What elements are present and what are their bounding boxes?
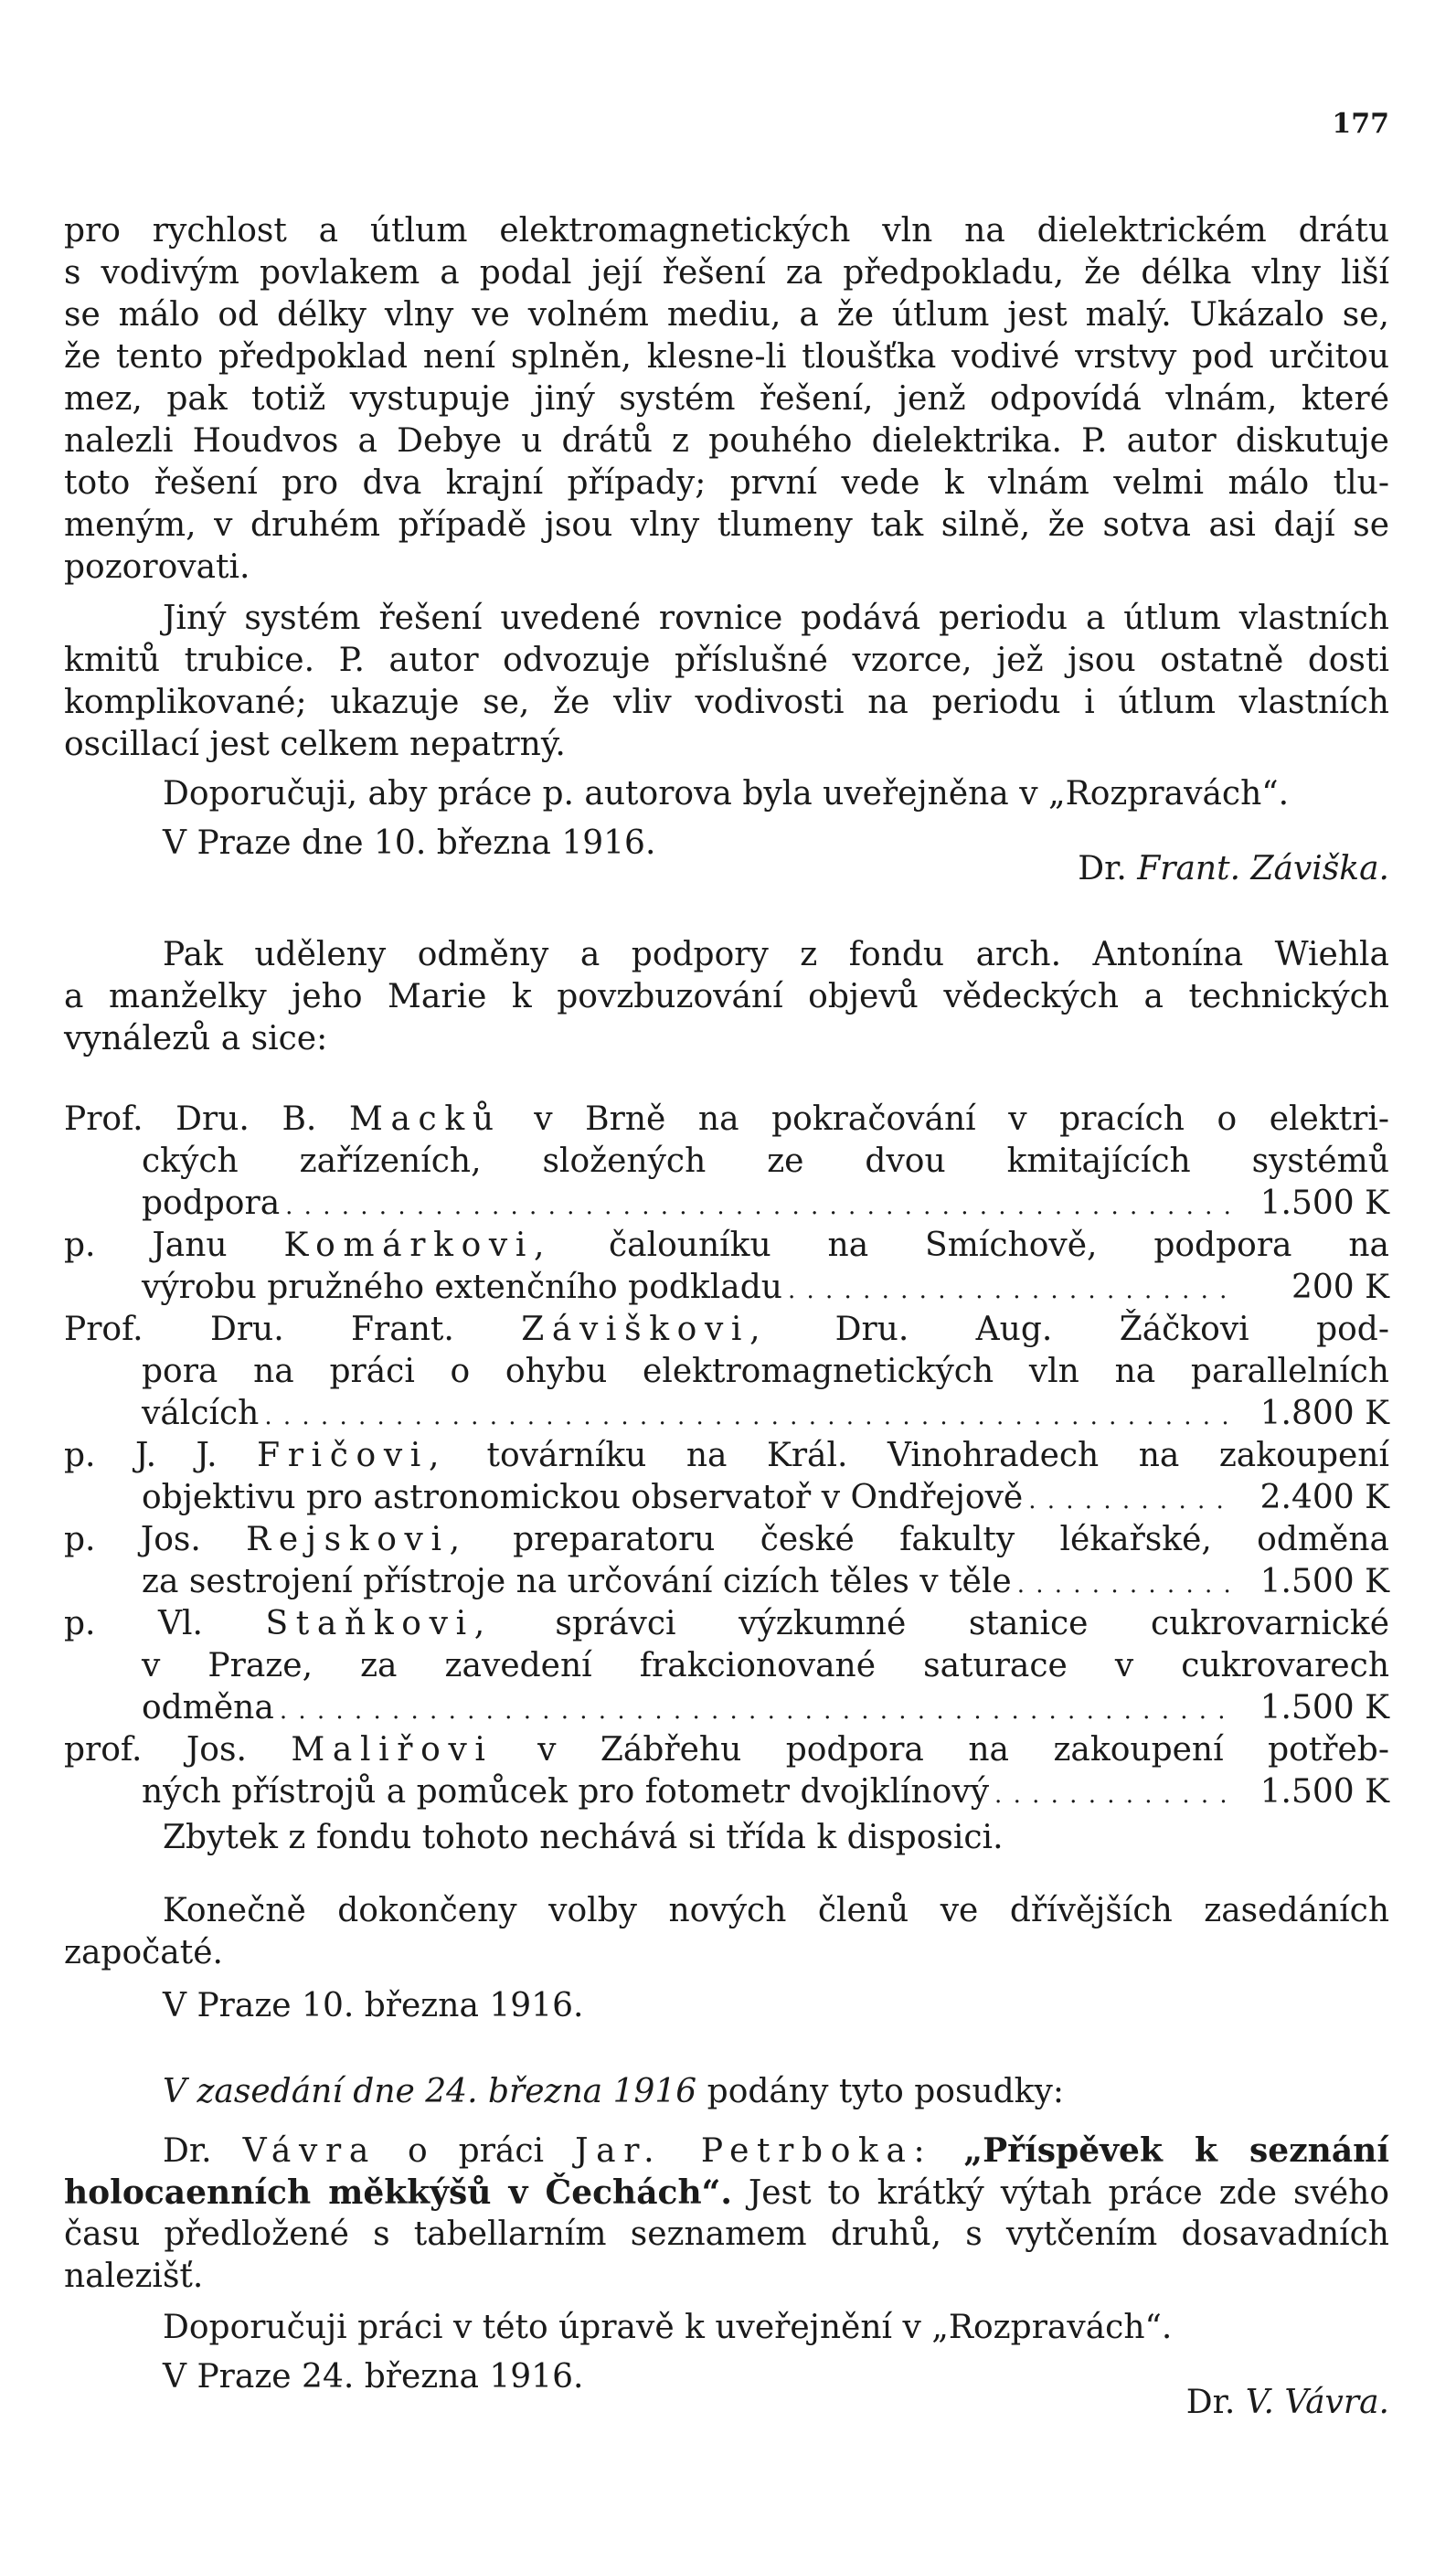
- award-amount: 1.500 K: [1259, 1689, 1389, 1727]
- award-entry-amount-line: podpora . . . 1.500 K: [142, 1183, 1389, 1225]
- leader-dots: [264, 1393, 1230, 1435]
- signature-name: V. Vávra.: [1245, 2384, 1389, 2421]
- review-line: mez, pak totiž vystupuje jiný systém řešení, jenž odpovídá vlnám, které: [64, 380, 1389, 418]
- award-entry-line: ckých zařízeních, složených ze dvou kmitajících systémů: [142, 1142, 1389, 1180]
- session-signature: [914, 2382, 1389, 2424]
- work-title: „Příspěvek k seznání: [963, 2131, 1389, 2170]
- leader-dots: [1028, 1477, 1230, 1519]
- signature-title: Dr.: [1078, 850, 1127, 887]
- awardee-name: Fričovi,: [257, 1437, 448, 1474]
- review-date: V Praze dne 10. března 1916.: [163, 824, 656, 862]
- session-heading: V zasedání dne 24. března 1916 podány tyto posudky:: [163, 2073, 1064, 2110]
- award-entry-amount-line: za sestrojení přístroje na určování cizích těles v těle . . . 1.500 K: [142, 1561, 1389, 1603]
- award-entry-line: pora na práci o ohybu elektromagnetických vln na parallelních: [142, 1353, 1389, 1390]
- award-entry-amount-line: výrobu pružného extenčního podkladu . . . 200 K: [142, 1267, 1389, 1309]
- session-review-line: času předložené s tabellarním seznamem druhů, s vytčením dosavadních: [64, 2215, 1389, 2253]
- award-entry-first-line: Prof. Dru. B. Macků v Brně na pokračování v pracích o elektri-: [64, 1100, 1390, 1138]
- page-number: 177: [1332, 108, 1389, 140]
- elections-line: započaté.: [64, 1934, 223, 1971]
- award-entry-first-line: prof. Jos. Maliřovi v Zábřehu podpora na zakoupení potřeb-: [64, 1731, 1389, 1769]
- review-line: nalezli Houdvos a Debye u drátů z pouhého dielektrika. P. autor diskutuje: [64, 422, 1389, 460]
- award-entry-amount-line: válcích . . . 1.800 K: [142, 1393, 1389, 1435]
- award-amount: 1.500 K: [1259, 1773, 1389, 1811]
- awardee-name: Rejskovi,: [246, 1521, 468, 1558]
- signature-name: Frant. Záviška.: [1137, 850, 1389, 887]
- award-amount: 200 K: [1291, 1269, 1389, 1306]
- session-review-line: holocaenních měkkýšů v Čechách“. Jest to krátký výtah práce zde svého: [64, 2173, 1389, 2212]
- session-review-line: nalezišť.: [64, 2258, 204, 2295]
- award-entry-first-line: p. J. J. Fričovi, továrníku na Král. Vinohradech na zakoupení: [64, 1437, 1389, 1474]
- review-line: kmitů trubice. P. autor odvozuje příslušné vzorce, jež jsou ostatně dosti: [64, 642, 1389, 679]
- review-line: že tento předpoklad není splněn, klesne-li tloušťka vodivé vrstvy pod určitou: [64, 338, 1389, 376]
- review-line: pro rychlost a útlum elektromagnetických vln na dielektrickém drátu: [64, 212, 1389, 250]
- work-title: holocaenních měkkýšů v Čechách“.: [64, 2173, 732, 2212]
- author-name: Jar. Petrboka:: [575, 2132, 933, 2170]
- leader-dots: [788, 1267, 1230, 1309]
- review-line: toto řešení pro dva krajní případy; první vede k vlnám velmi málo tlu-: [64, 464, 1389, 502]
- leader-dots: [280, 1687, 1230, 1729]
- signature-title: Dr.: [1185, 2384, 1236, 2421]
- leader-dots: [994, 1771, 1230, 1813]
- awardee-name: Macků: [348, 1100, 502, 1138]
- review-line: meným, v druhém případě jsou vlny tlumeny tak silně, že sotva asi dají se: [64, 506, 1389, 544]
- award-amount: 2.400 K: [1259, 1479, 1389, 1516]
- awardee-name: Záviškovi,: [521, 1311, 769, 1348]
- award-amount: 1.800 K: [1259, 1395, 1389, 1432]
- award-entry-first-line: Prof. Dru. Frant. Záviškovi, Dru. Aug. Žáčkovi pod-: [64, 1311, 1389, 1348]
- session-date: V Praze 24. března 1916.: [163, 2358, 584, 2396]
- award-entry-line: v Praze, za zavedení frakcionované saturace v cukrovarech: [142, 1647, 1389, 1684]
- award-entry-first-line: p. Jos. Rejskovi, preparatoru české fakulty lékařské, odměna: [64, 1521, 1389, 1558]
- review-line: Jiný systém řešení uvedené rovnice podává periodu a útlum vlastních: [163, 600, 1389, 637]
- award-entry-amount-line: ných přístrojů a pomůcek pro fotometr dvojklínový . . . 1.500 K: [142, 1771, 1389, 1813]
- award-entry-amount-line: objektivu pro astronomickou observatoř v Ondřejově . . . 2.400 K: [142, 1477, 1389, 1519]
- awardee-name: Komárkovi,: [283, 1227, 553, 1264]
- awards-intro-line: vynálezů a sice:: [64, 1020, 328, 1057]
- award-amount: 1.500 K: [1259, 1185, 1389, 1222]
- review-line: se málo od délky vlny ve volném mediu, a že útlum jest malý. Ukázalo se,: [64, 296, 1389, 334]
- elections-date: V Praze 10. března 1916.: [163, 1987, 584, 2024]
- elections-line: Konečně dokončeny volby nových členů ve dřívějších zasedáních: [163, 1892, 1389, 1929]
- reviewer-name: Vávra: [242, 2132, 377, 2170]
- review-line: pozorovati.: [64, 548, 250, 586]
- awardee-name: Staňkovi,: [265, 1605, 493, 1642]
- award-entry-first-line: p. Janu Komárkovi, čalouníku na Smíchově, podpora na: [64, 1227, 1389, 1264]
- awards-intro-line: Pak uděleny odměny a podpory z fondu arch. Antonína Wiehla: [163, 936, 1389, 973]
- award-entry-amount-line: odměna . . . 1.500 K: [142, 1687, 1389, 1729]
- award-entry-first-line: p. Vl. Staňkovi, správci výzkumné stanice cukrovarnické: [64, 1605, 1389, 1642]
- review-line: s vodivým povlakem a podal její řešení za předpokladu, že délka vlny liší: [64, 254, 1389, 292]
- award-amount: 1.500 K: [1259, 1563, 1389, 1600]
- awards-intro-line: a manželky jeho Marie k povzbuzování objevů vědeckých a technických: [64, 978, 1389, 1015]
- signature: [914, 848, 1389, 890]
- leader-dots: [285, 1183, 1230, 1225]
- awardee-name: Maliřovi: [291, 1731, 494, 1769]
- review-line: komplikované; ukazuje se, že vliv vodivosti na periodu i útlum vlastních: [64, 684, 1389, 721]
- session-recommendation: Doporučuji práci v této úpravě k uveřejnění v „Rozpravách“.: [163, 2309, 1173, 2346]
- leader-dots: [1017, 1561, 1230, 1603]
- review-line: oscillací jest celkem nepatrný.: [64, 726, 566, 763]
- recommendation: Doporučuji, aby práce p. autorova byla uveřejněna v „Rozpravách“.: [163, 775, 1290, 813]
- awards-remainder: Zbytek z fondu tohoto nechává si třída k disposici.: [163, 1819, 1004, 1856]
- session-review-line: Dr. Vávra o práci Jar. Petrboka: „Příspěvek k seznání: [163, 2131, 1389, 2170]
